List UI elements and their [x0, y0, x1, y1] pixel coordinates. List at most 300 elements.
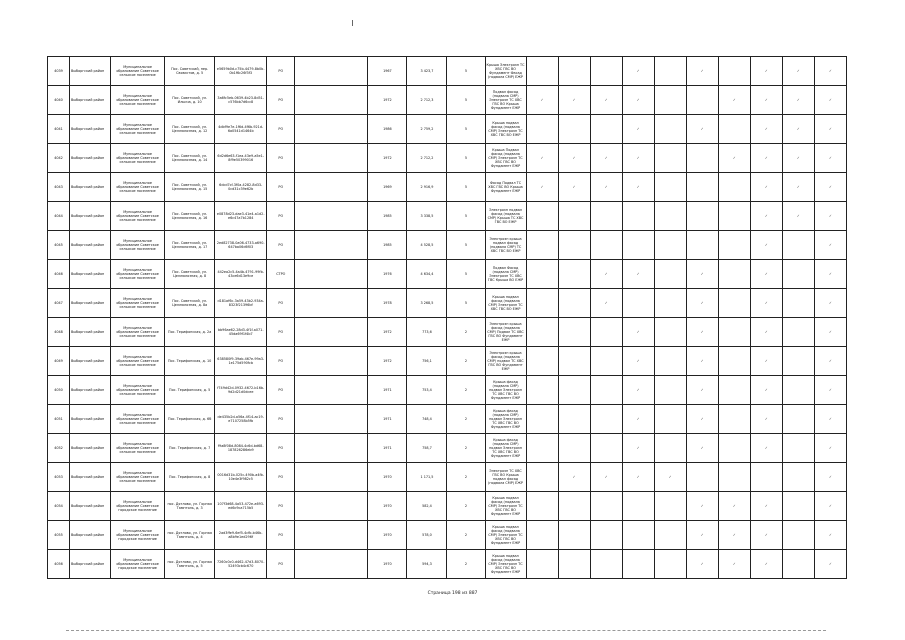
table-row: [48, 144, 847, 173]
spacer-cell: [295, 347, 368, 376]
wall-material-cell: РО: [267, 57, 295, 86]
row-number: 4041: [48, 115, 70, 144]
district-cell: Выборгский район: [70, 115, 111, 144]
check-cell: [558, 260, 590, 289]
checkmark-icon: ✓: [636, 68, 640, 73]
floors-cell: 2: [447, 550, 485, 579]
district-cell: Выборгский район: [70, 550, 111, 579]
owner-cell: Муниципальное образование Советское городское поселение: [111, 521, 165, 550]
checkmark-icon: ✓: [700, 445, 704, 450]
check-cell: [718, 231, 750, 260]
check-cell: [750, 347, 782, 376]
check-cell: [526, 463, 558, 492]
guid-cell: 2ed82738-0a06-4733-a690-647ba06d6f03: [215, 231, 267, 260]
check-cell: [558, 86, 590, 115]
row-number: 4047: [48, 289, 70, 318]
address-cell: Пос. Терифонская, д. 10: [165, 347, 215, 376]
floors-cell: 2: [447, 318, 485, 347]
check-cell: [750, 231, 782, 260]
row-number: 4046: [48, 260, 70, 289]
check-cell: [558, 463, 590, 492]
address-cell: Пос. Советский, ул. Целлюлозная, д. 8а: [165, 289, 215, 318]
check-cell: [686, 231, 718, 260]
wall-material-cell: РО: [267, 173, 295, 202]
check-cell: [526, 57, 558, 86]
address-cell: Пос. Советский, ул. Целлюлозная, д. 12: [165, 115, 215, 144]
checkmark-icon: ✓: [764, 561, 768, 566]
checkmark-icon: ✓: [764, 184, 768, 189]
row-number: 4048: [48, 318, 70, 347]
works-list-cell: Электроэн ТС ХВС ГВС ВО Крыша подвал фасад (подвала СМР) ЕЖР: [485, 463, 526, 492]
checkmark-icon: ✓: [636, 474, 640, 479]
works-list-cell: Электроэн крыша фасад (подвала СМР) Подвал ТС ХВС ГВС ВО Фундамент ЕЖР: [485, 318, 526, 347]
table-row: [48, 376, 847, 405]
table-row: [48, 463, 847, 492]
owner-cell: Муниципальное образование Советское сельское поселение: [111, 463, 165, 492]
check-cell: [622, 550, 654, 579]
spacer-cell: [295, 173, 368, 202]
spacer-cell: [295, 434, 368, 463]
owner-cell: Муниципальное образование Советское сельское поселение: [111, 115, 165, 144]
check-cell: [750, 492, 782, 521]
check-cell: [590, 550, 622, 579]
area-cell: 2 759,2: [407, 115, 447, 144]
check-cell: [526, 289, 558, 318]
table-row: [48, 202, 847, 231]
check-cell: [654, 405, 686, 434]
build-year-cell: 1970: [368, 550, 407, 579]
bottom-rule: [66, 630, 826, 632]
check-cell: [782, 521, 814, 550]
checkmark-icon: ✓: [764, 68, 768, 73]
check-cell: [558, 376, 590, 405]
area-cell: 2 712,3: [407, 86, 447, 115]
check-cell: [814, 231, 846, 260]
row-number: 4053: [48, 463, 70, 492]
table-row: [48, 260, 847, 289]
area-cell: 4 634,4: [407, 260, 447, 289]
address-cell: пос. Дятлово, ул. Горная Тамптоль, д. 4: [165, 521, 215, 550]
check-cell: [654, 492, 686, 521]
works-list-cell: Крыша подвал фасад (подвала СМР) Электроэн ТС ХВС ГВС ВО Фундамент ЕЖР: [485, 550, 526, 579]
wall-material-cell: РО: [267, 115, 295, 144]
checkmark-icon: ✓: [764, 213, 768, 218]
area-cell: 2 712,2: [407, 144, 447, 173]
check-cell: [622, 376, 654, 405]
checkmark-icon: ✓: [604, 300, 608, 305]
check-cell: [686, 173, 718, 202]
checkmark-icon: ✓: [796, 126, 800, 131]
owner-cell: Муниципальное образование Советское сельское поселение: [111, 405, 165, 434]
checkmark-icon: ✓: [796, 97, 800, 102]
works-list-cell: Крыша фасад (подвала СМР) подвал Электроэн ТС ХВС ГВС ВО Фундамент ЕЖР: [485, 376, 526, 405]
row-number: 4051: [48, 405, 70, 434]
guid-cell: 442ea2c5-4a4b-4791-99fb-43ce6d13e9ce: [215, 260, 267, 289]
works-list-cell: Электроэн подвал фасад (подвала СМР) Крыша ТС ХВС ГВС ВО ЕЖР: [485, 202, 526, 231]
address-cell: Пос. Советский, ул. Целлюлозная, д. 17: [165, 231, 215, 260]
check-cell: [558, 144, 590, 173]
check-cell: [526, 202, 558, 231]
area-cell: 3 423,7: [407, 57, 447, 86]
check-cell: [654, 550, 686, 579]
check-cell: [782, 86, 814, 115]
check-cell: [654, 289, 686, 318]
check-cell: [750, 318, 782, 347]
check-cell: [750, 173, 782, 202]
floors-cell: 5: [447, 202, 485, 231]
checkmark-icon: ✓: [636, 358, 640, 363]
checkmark-icon: ✓: [540, 97, 544, 102]
table-row: [48, 173, 847, 202]
scan-mark: [352, 20, 353, 26]
check-cell: [558, 434, 590, 463]
check-cell: [718, 347, 750, 376]
check-cell: [686, 318, 718, 347]
address-cell: Пос. Терифонская, д. 6б: [165, 405, 215, 434]
owner-cell: Муниципальное образование Советское сельское поселение: [111, 434, 165, 463]
check-cell: [782, 260, 814, 289]
checkmark-icon: ✓: [572, 97, 576, 102]
spacer-cell: [295, 289, 368, 318]
check-cell: [622, 231, 654, 260]
owner-cell: Муниципальное образование Советское сельское поселение: [111, 144, 165, 173]
guid-cell: 2ad3ffe9-6ef5-4cfb-b46b-a8b9e1ed296f: [215, 521, 267, 550]
check-cell: [750, 521, 782, 550]
guid-cell: 7260c0c0-d462-47d3-8070-52493cb4c670: [215, 550, 267, 579]
works-list-cell: Подвал фасад (подвала СМР) Электроэн ТС ХВС ГВС ВО Крыша Фундамент ЕЖР: [485, 86, 526, 115]
check-cell: [622, 492, 654, 521]
guid-cell: de435b2d-a56a-4f14-ac19-e7107258b5fb: [215, 405, 267, 434]
wall-material-cell: РО: [267, 434, 295, 463]
row-number: 4040: [48, 86, 70, 115]
checkmark-icon: ✓: [700, 503, 704, 508]
check-cell: [558, 405, 590, 434]
guid-cell: 6dcd7cf-3f0a-4282-8d33-0cd31c39e62b: [215, 173, 267, 202]
row-number: 4049: [48, 347, 70, 376]
owner-cell: Муниципальное образование Советское сельское поселение: [111, 57, 165, 86]
check-cell: [590, 405, 622, 434]
table-row: [48, 405, 847, 434]
row-number: 4045: [48, 231, 70, 260]
check-cell: [686, 289, 718, 318]
check-cell: [814, 260, 846, 289]
check-cell: [590, 463, 622, 492]
checkmark-icon: ✓: [828, 445, 832, 450]
build-year-cell: 1978: [368, 289, 407, 318]
works-list-cell: Фасад Подвал ТС ХВС ГВС ВО Крыша Фундамент ЕЖР: [485, 173, 526, 202]
table-row: [48, 86, 847, 115]
checkmark-icon: ✓: [764, 126, 768, 131]
check-cell: [782, 463, 814, 492]
check-cell: [590, 231, 622, 260]
checkmark-icon: ✓: [828, 532, 832, 537]
check-cell: [526, 173, 558, 202]
checkmark-icon: ✓: [636, 184, 640, 189]
floors-cell: 5: [447, 289, 485, 318]
check-cell: [590, 347, 622, 376]
table-row: [48, 492, 847, 521]
check-cell: [654, 347, 686, 376]
spacer-cell: [295, 405, 368, 434]
check-cell: [782, 289, 814, 318]
check-cell: [814, 434, 846, 463]
check-cell: [814, 318, 846, 347]
checkmark-icon: ✓: [828, 387, 832, 392]
checkmark-icon: ✓: [764, 242, 768, 247]
check-cell: [686, 347, 718, 376]
wall-material-cell: РО: [267, 376, 295, 405]
row-number: 4052: [48, 434, 70, 463]
spacer-cell: [295, 202, 368, 231]
check-cell: [526, 115, 558, 144]
checkmark-icon: ✓: [828, 271, 832, 276]
check-cell: [526, 144, 558, 173]
check-cell: [718, 376, 750, 405]
row-number: 4056: [48, 550, 70, 579]
guid-cell: 6d2d6e63-f1ea-43e9-a5e1-8f9e50399016: [215, 144, 267, 173]
build-year-cell: 1985: [368, 202, 407, 231]
address-cell: Пос. Советский, ул. Целлюлозная, д. 15: [165, 173, 215, 202]
check-cell: [814, 492, 846, 521]
check-cell: [526, 492, 558, 521]
floors-cell: 2: [447, 434, 485, 463]
checkmark-icon: ✓: [700, 68, 704, 73]
check-cell: [782, 492, 814, 521]
check-cell: [622, 463, 654, 492]
check-cell: [750, 260, 782, 289]
works-list-cell: Крыша Подвал фасад (подвала СМР) Электроэн ТС ХВС ГВС ВО Фундамент ЕЖР: [485, 144, 526, 173]
housing-register-table: [47, 56, 847, 579]
checkmark-icon: ✓: [636, 97, 640, 102]
checkmark-icon: ✓: [604, 184, 608, 189]
check-cell: [814, 115, 846, 144]
checkmark-icon: ✓: [764, 503, 768, 508]
check-cell: [558, 550, 590, 579]
works-list-cell: Крыша фасад (подвала СМР) подвал Электроэн ТС ХВС ГВС ВО Фундамент ЕЖР: [485, 405, 526, 434]
check-cell: [718, 57, 750, 86]
check-cell: [750, 434, 782, 463]
check-cell: [526, 260, 558, 289]
district-cell: Выборгский район: [70, 434, 111, 463]
address-cell: Пос. Терифонская, д. 8: [165, 463, 215, 492]
checkmark-icon: ✓: [796, 213, 800, 218]
guid-cell: 0016d31b-025c-490b-a4fb-10e4e3f982c5: [215, 463, 267, 492]
check-cell: [654, 231, 686, 260]
table-row: [48, 550, 847, 579]
spacer-cell: [295, 86, 368, 115]
check-cell: [814, 173, 846, 202]
check-cell: [782, 173, 814, 202]
spacer-cell: [295, 115, 368, 144]
district-cell: Выборгский район: [70, 57, 111, 86]
check-cell: [814, 463, 846, 492]
check-cell: [686, 434, 718, 463]
district-cell: Выборгский район: [70, 86, 111, 115]
area-cell: 582,4: [407, 492, 447, 521]
checkmark-icon: ✓: [700, 387, 704, 392]
check-cell: [814, 289, 846, 318]
check-cell: [654, 86, 686, 115]
check-cell: [558, 57, 590, 86]
works-list-cell: Электроэн крыша подвал фасад (подвала СМР) ТС ХВС ГВС ВО ЕЖР: [485, 231, 526, 260]
floors-cell: 2: [447, 463, 485, 492]
check-cell: [590, 57, 622, 86]
checkmark-icon: ✓: [764, 271, 768, 276]
floors-cell: 2: [447, 405, 485, 434]
checkmark-icon: ✓: [732, 503, 736, 508]
check-cell: [654, 463, 686, 492]
floors-cell: 5: [447, 86, 485, 115]
row-number: 4044: [48, 202, 70, 231]
checkmark-icon: ✓: [636, 126, 640, 131]
checkmark-icon: ✓: [796, 155, 800, 160]
check-cell: [590, 115, 622, 144]
check-cell: [686, 86, 718, 115]
check-cell: [526, 347, 558, 376]
checkmark-icon: ✓: [668, 474, 672, 479]
check-cell: [782, 231, 814, 260]
area-cell: 4 528,5: [407, 231, 447, 260]
check-cell: [622, 144, 654, 173]
spacer-cell: [295, 550, 368, 579]
owner-cell: Муниципальное образование Советское сельское поселение: [111, 231, 165, 260]
checkmark-icon: ✓: [828, 242, 832, 247]
check-cell: [814, 347, 846, 376]
check-cell: [590, 492, 622, 521]
check-cell: [622, 289, 654, 318]
check-cell: [782, 376, 814, 405]
check-cell: [622, 86, 654, 115]
table-row: [48, 434, 847, 463]
address-cell: Пос. Терифонская, д. 2а: [165, 318, 215, 347]
checkmark-icon: ✓: [732, 561, 736, 566]
wall-material-cell: СТРО: [267, 260, 295, 289]
wall-material-cell: РО: [267, 550, 295, 579]
area-cell: 594,3: [407, 550, 447, 579]
checkmark-icon: ✓: [828, 416, 832, 421]
checkmark-icon: ✓: [764, 300, 768, 305]
check-cell: [526, 434, 558, 463]
row-number: 4039: [48, 57, 70, 86]
district-cell: Выборгский район: [70, 231, 111, 260]
check-cell: [782, 144, 814, 173]
build-year-cell: 1972: [368, 347, 407, 376]
checkmark-icon: ✓: [572, 474, 576, 479]
checkmark-icon: ✓: [828, 97, 832, 102]
floors-cell: 5: [447, 115, 485, 144]
check-cell: [558, 173, 590, 202]
works-list-cell: Подвал Фасад (подвала СМР) Электроэн ТС ХВС ГВС Крыша ВО ЕЖР: [485, 260, 526, 289]
checkmark-icon: ✓: [700, 300, 704, 305]
check-cell: [782, 57, 814, 86]
check-cell: [750, 289, 782, 318]
spacer-cell: [295, 463, 368, 492]
spacer-cell: [295, 376, 368, 405]
check-cell: [654, 376, 686, 405]
check-cell: [558, 492, 590, 521]
floors-cell: 5: [447, 260, 485, 289]
works-list-cell: Крыша подвал фасад (подвала СМР) Электроэн ТС ХВС ГВС ВО ЕЖР: [485, 115, 526, 144]
checkmark-icon: ✓: [764, 97, 768, 102]
check-cell: [622, 57, 654, 86]
wall-material-cell: РО: [267, 405, 295, 434]
floors-cell: 5: [447, 173, 485, 202]
check-cell: [558, 521, 590, 550]
check-cell: [718, 260, 750, 289]
guid-cell: 107f3d68-4a53-472e-a693-ed6c9ca715b5: [215, 492, 267, 521]
check-cell: [750, 376, 782, 405]
address-cell: Пос. Советский, ул. Целлюлозная, д. 14: [165, 144, 215, 173]
check-cell: [686, 492, 718, 521]
check-cell: [590, 173, 622, 202]
row-number: 4050: [48, 376, 70, 405]
check-cell: [590, 144, 622, 173]
check-cell: [814, 57, 846, 86]
check-cell: [718, 289, 750, 318]
floors-cell: 5: [447, 231, 485, 260]
wall-material-cell: РО: [267, 202, 295, 231]
checkmark-icon: ✓: [828, 184, 832, 189]
check-cell: [782, 405, 814, 434]
check-cell: [558, 289, 590, 318]
check-cell: [526, 231, 558, 260]
guid-cell: e5659b0d-c75b-4479-8b0b-0b1f6c26f3f3: [215, 57, 267, 86]
checkmark-icon: ✓: [604, 97, 608, 102]
table-row: [48, 521, 847, 550]
area-cell: 773,6: [407, 318, 447, 347]
checkmark-icon: ✓: [700, 329, 704, 334]
build-year-cell: 1971: [368, 434, 407, 463]
row-number: 4042: [48, 144, 70, 173]
build-year-cell: 1971: [368, 405, 407, 434]
area-cell: 2 916,9: [407, 173, 447, 202]
check-cell: [558, 202, 590, 231]
owner-cell: Муниципальное образование Советское городское поселение: [111, 550, 165, 579]
checkmark-icon: ✓: [636, 387, 640, 392]
checkmark-icon: ✓: [828, 561, 832, 566]
guid-cell: 638580f9-39ab-467e-99a3-1e175d590fcb: [215, 347, 267, 376]
check-cell: [654, 202, 686, 231]
check-cell: [718, 202, 750, 231]
works-list-cell: Крыша подвал фасад (подвала СМР) Электроэн ТС ХВС ГВС ВО ЕЖР: [485, 289, 526, 318]
check-cell: [654, 173, 686, 202]
check-cell: [686, 405, 718, 434]
checkmark-icon: ✓: [764, 532, 768, 537]
guid-cell: bb96ae62-28d3-4f1f-a071-45da69f1f4b7: [215, 318, 267, 347]
district-cell: Выборгский район: [70, 260, 111, 289]
owner-cell: Муниципальное образование Советское сельское поселение: [111, 86, 165, 115]
address-cell: Пос. Советский, ул. Ильича, д. 10: [165, 86, 215, 115]
district-cell: Выборгский район: [70, 289, 111, 318]
owner-cell: Муниципальное образование Советское сельское поселение: [111, 347, 165, 376]
works-list-cell: Крыша фасад (подвала СМР) подвал Электроэн ТС ХВС ГВС ВО Фундамент ЕЖР: [485, 434, 526, 463]
checkmark-icon: ✓: [636, 155, 640, 160]
address-cell: пос. Дятлово, ул. Горная Тамптоль, д. 3: [165, 492, 215, 521]
spacer-cell: [295, 492, 368, 521]
check-cell: [750, 405, 782, 434]
table-row: [48, 289, 847, 318]
check-cell: [622, 347, 654, 376]
floors-cell: 5: [447, 144, 485, 173]
checkmark-icon: ✓: [604, 271, 608, 276]
checkmark-icon: ✓: [764, 387, 768, 392]
spacer-cell: [295, 144, 368, 173]
area-cell: 756,1: [407, 347, 447, 376]
row-number: 4054: [48, 492, 70, 521]
check-cell: [718, 521, 750, 550]
check-cell: [686, 57, 718, 86]
check-cell: [718, 318, 750, 347]
